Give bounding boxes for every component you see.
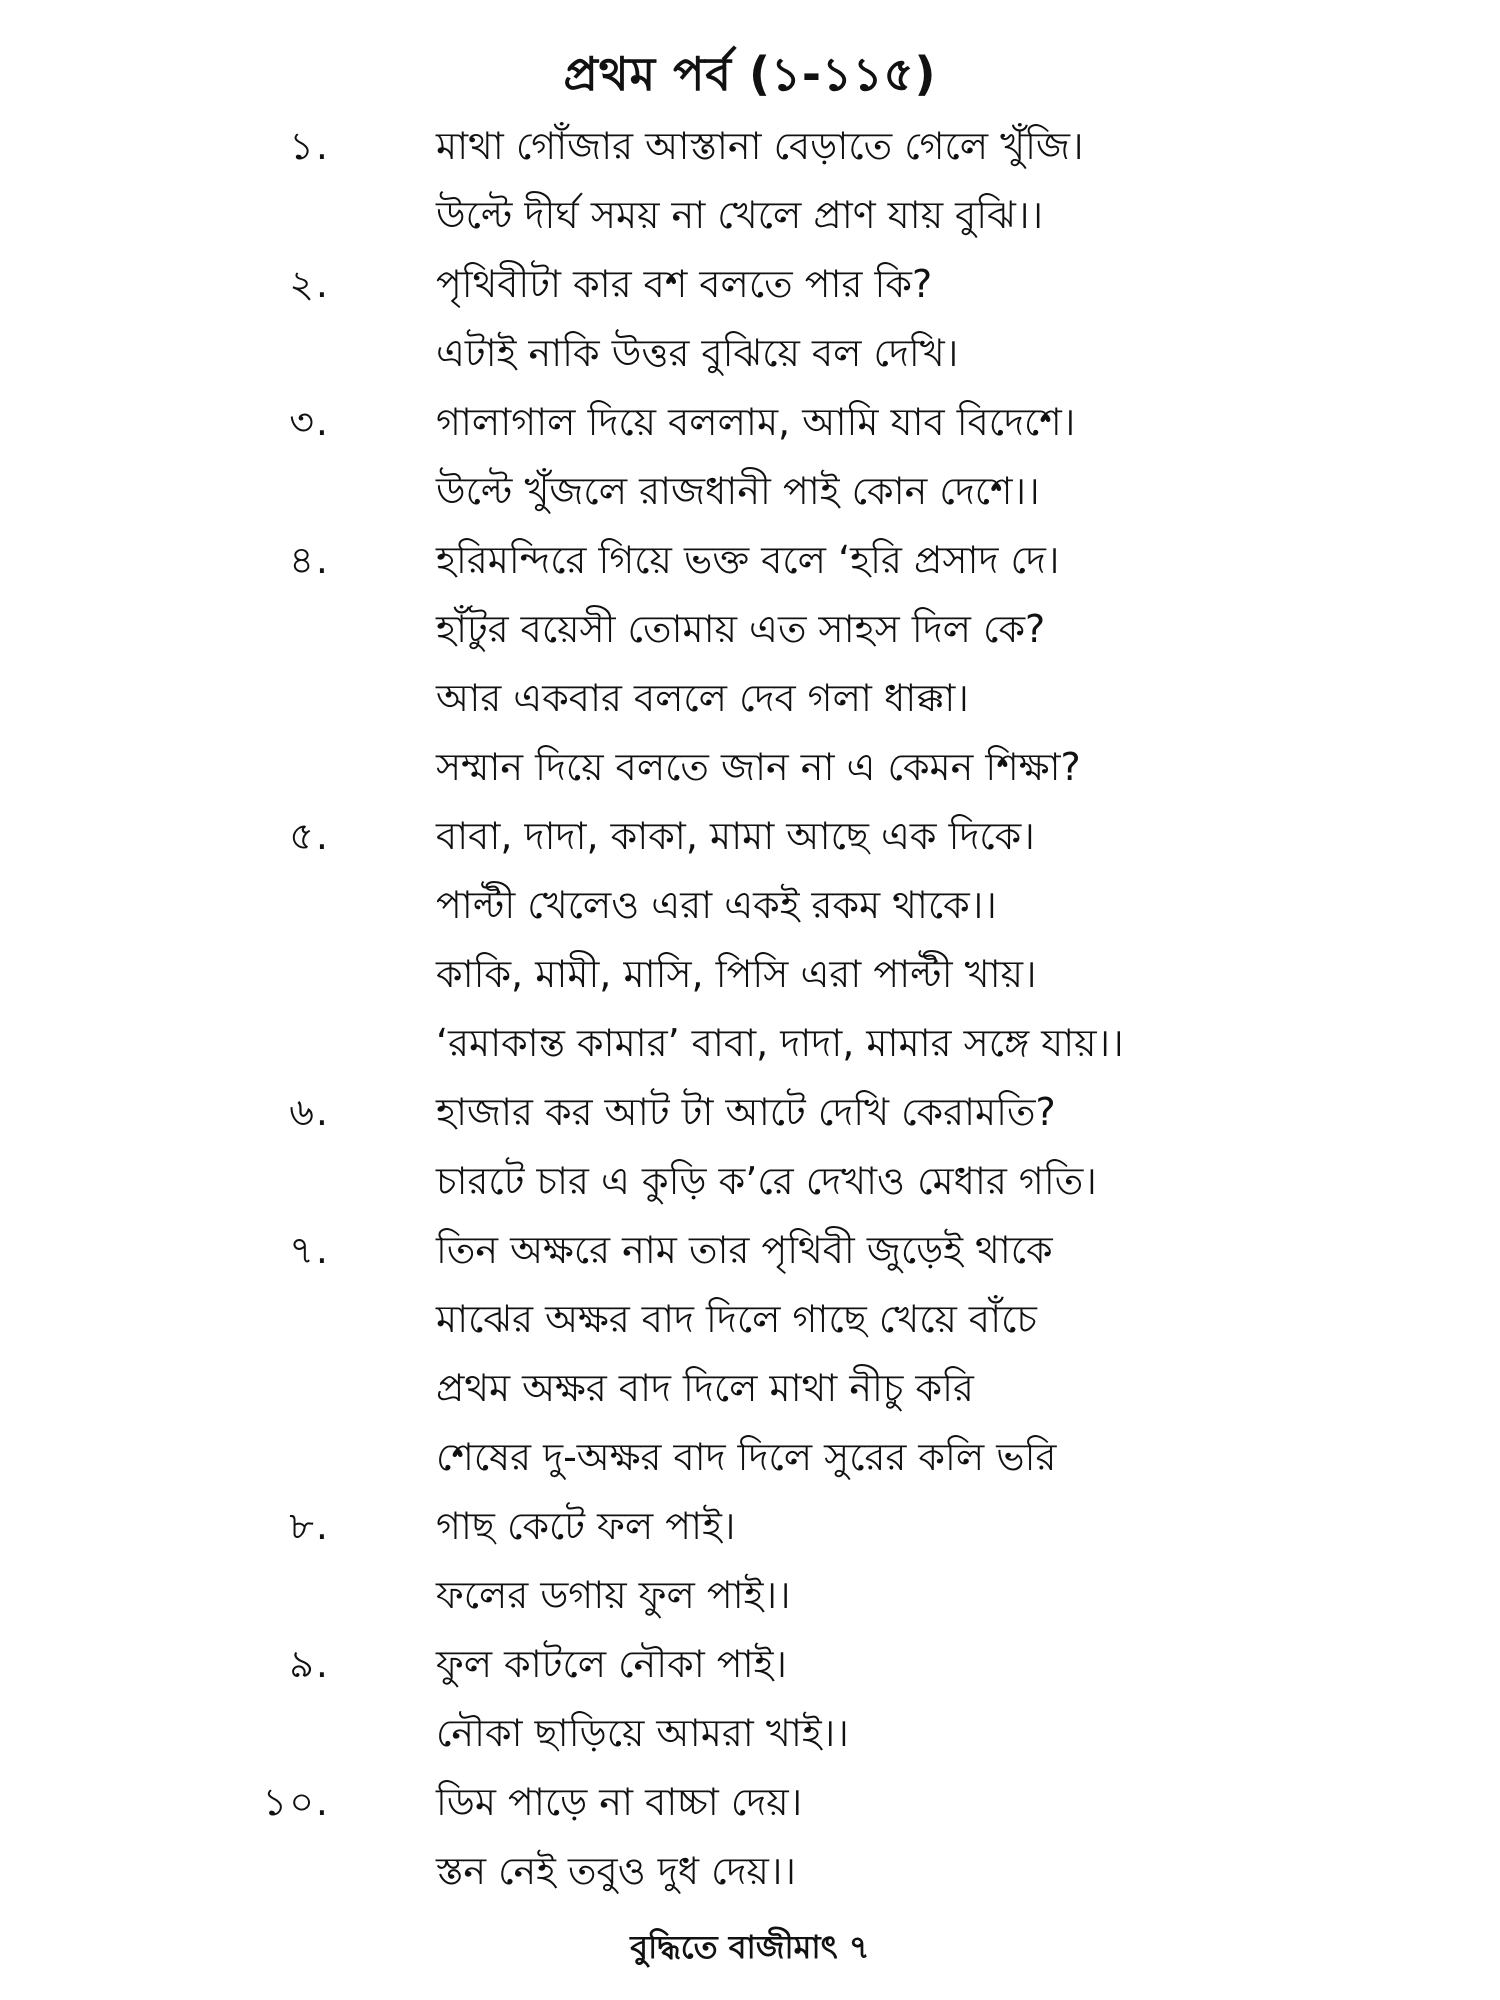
page-title: প্রথম পর্ব (১-১১৫) <box>563 47 937 101</box>
riddle-item <box>0 1216 1500 1492</box>
riddle-number: ৫. <box>289 814 330 858</box>
riddle-line: স্তন নেই তবুও দুধ দেয়।। <box>436 1849 797 1893</box>
riddle-line: সম্মান দিয়ে বলতে জান না এ কেমন শিক্ষা? <box>436 745 1081 789</box>
riddle-text <box>436 802 1500 1078</box>
riddle-number: ৩. <box>289 400 330 444</box>
riddle-text <box>436 1078 1500 1216</box>
riddle-line: বাবা, দাদা, কাকা, মামা আছে এক দিকে। <box>436 814 1035 858</box>
riddle-line: পাল্টী খেলেও এরা একই রকম থাকে।। <box>436 883 997 927</box>
riddle-line: মাঝের অক্ষর বাদ দিলে গাছে খেয়ে বাঁচে <box>436 1297 1037 1341</box>
riddle-line: নৌকা ছাড়িয়ে আমরা খাই।। <box>436 1711 849 1755</box>
riddle-text <box>436 1492 1500 1630</box>
riddle-line: ‘রমাকান্ত কামার’ বাবা, দাদা, মামার সঙ্গে যায়।। <box>436 1021 1124 1065</box>
riddle-item <box>0 250 1500 388</box>
riddle-line: এটাই নাকি উত্তর বুঝিয়ে বল দেখি। <box>436 331 959 375</box>
riddle-line: পৃথিবীটা কার বশ বলতে পার কি? <box>436 262 933 306</box>
riddle-list <box>0 112 1500 1906</box>
riddle-line: উল্টে দীর্ঘ সময় না খেলে প্রাণ যায় বুঝি।। <box>436 193 1044 237</box>
riddle-line: হরিমন্দিরে গিয়ে ভক্ত বলে ‘হরি প্রসাদ দে। <box>436 538 1060 582</box>
riddle-item <box>0 802 1500 1078</box>
riddle-item <box>0 388 1500 526</box>
riddle-line: মাথা গোঁজার আস্তানা বেড়াতে গেলে খুঁজি। <box>436 124 1084 168</box>
riddle-line: তিন অক্ষরে নাম তার পৃথিবী জুড়েই থাকে <box>436 1228 1053 1272</box>
riddle-item <box>0 1768 1500 1906</box>
riddle-item <box>0 1492 1500 1630</box>
riddle-item <box>0 1630 1500 1768</box>
riddle-line: প্রথম অক্ষর বাদ দিলে মাথা নীচু করি <box>436 1366 974 1410</box>
riddle-number: ৪. <box>289 538 330 582</box>
riddle-line: গালাগাল দিয়ে বললাম, আমি যাব বিদেশে। <box>436 400 1076 444</box>
riddle-line: ডিম পাড়ে না বাচ্চা দেয়। <box>436 1780 803 1824</box>
riddle-text <box>436 1768 1500 1906</box>
riddle-text <box>436 526 1500 802</box>
riddle-line: আর একবার বললে দেব গলা ধাক্কা। <box>436 676 969 720</box>
riddle-line: কাকি, মামী, মাসি, পিসি এরা পাল্টী খায়। <box>436 952 1037 996</box>
riddle-text <box>436 388 1500 526</box>
riddle-line: ফলের ডগায় ফুল পাই।। <box>436 1573 791 1617</box>
riddle-line: উল্টে খুঁজলে রাজধানী পাই কোন দেশে।। <box>436 469 1040 513</box>
riddle-number: ১০. <box>262 1780 330 1824</box>
riddle-item <box>0 1078 1500 1216</box>
riddle-text <box>436 1216 1500 1492</box>
riddle-number: ৯. <box>289 1642 330 1686</box>
riddle-line: ফুল কাটলে নৌকা পাই। <box>436 1642 787 1686</box>
page-footer: বুদ্ধিতে বাজীমাৎ ৭ <box>630 1928 870 1966</box>
riddle-item <box>0 112 1500 250</box>
riddle-line: হাজার কর আট টা আটে দেখি কেরামতি? <box>436 1090 1056 1134</box>
riddle-number: ৮. <box>289 1504 330 1548</box>
riddle-item <box>0 526 1500 802</box>
riddle-number: ৭. <box>289 1228 330 1272</box>
riddle-text <box>436 112 1500 250</box>
riddle-line: গাছ কেটে ফল পাই। <box>436 1504 736 1548</box>
riddle-line: হাঁটুর বয়েসী তোমায় এত সাহস দিল কে? <box>436 607 1046 651</box>
riddle-line: চারটে চার এ কুড়ি ক’রে দেখাও মেধার গতি। <box>436 1159 1097 1203</box>
riddle-text <box>436 1630 1500 1768</box>
riddle-number: ২. <box>289 262 330 306</box>
riddle-text <box>436 250 1500 388</box>
riddle-number: ১. <box>289 124 330 168</box>
riddle-line: শেষের দু-অক্ষর বাদ দিলে সুরের কলি ভরি <box>436 1435 1057 1479</box>
riddle-number: ৬. <box>289 1090 330 1134</box>
